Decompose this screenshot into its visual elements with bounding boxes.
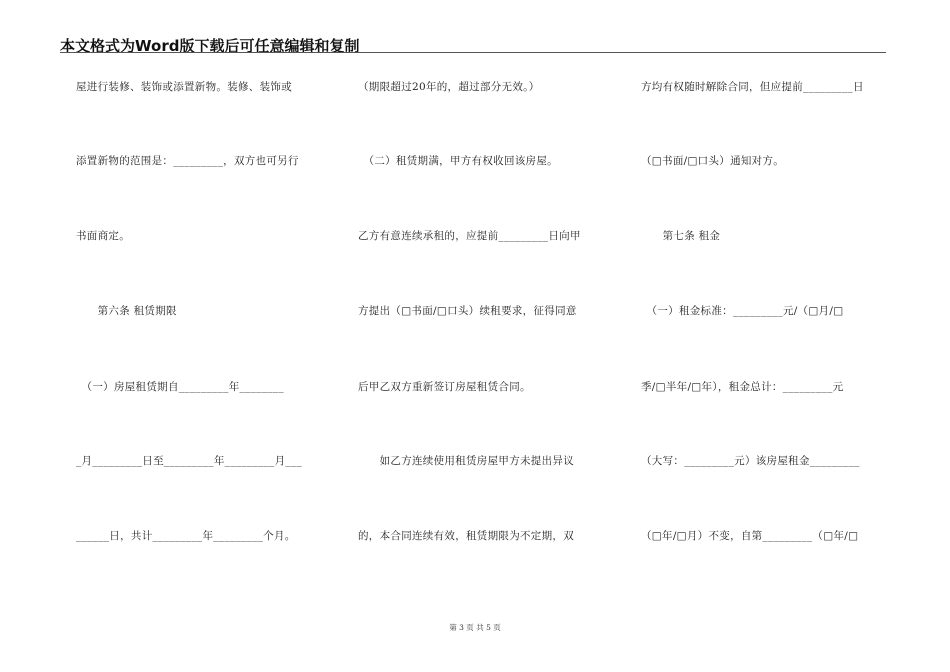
text-line: （□书面/□口头）通知对方。 xyxy=(641,155,785,167)
text-line: 书面商定。 xyxy=(76,230,130,242)
text-line: （期限超过20年的，超过部分无效。） xyxy=(358,81,540,93)
section-heading: 第六条 租赁期限 xyxy=(76,305,177,317)
text-line: （□年/□月）不变，自第_________（□年/□ xyxy=(641,530,859,542)
text-line: 乙方有意连续承租的，应提前_________日向甲 xyxy=(358,230,581,242)
text-line: _月_________日至_________年_________月___ xyxy=(76,455,303,467)
text-line: （大写：_________元）该房屋租金_________ xyxy=(641,455,860,467)
text-line: 方均有权随时解除合同，但应提前_________日 xyxy=(641,81,864,93)
text-line: 添置新物的范围是：_________，双方也可另行 xyxy=(76,155,299,167)
header-title: 本文格式为Word版下载后可任意编辑和复制 xyxy=(60,37,360,55)
text-line: 的，本合同连续有效，租赁期限为不定期，双 xyxy=(358,530,574,542)
page-number: 第 3 页 共 5 页 xyxy=(449,623,501,632)
text-line: 季/□半年/□年），租金总计：_________元 xyxy=(641,381,844,393)
text-line: （二）租赁期满，甲方有权收回该房屋。 xyxy=(358,155,558,167)
section-heading: 第七条 租金 xyxy=(641,230,721,242)
text-line: （一）房屋租赁期自_________年________ xyxy=(76,381,284,393)
text-line: 方提出（□书面/□口头）续租要求，征得同意 xyxy=(358,305,577,317)
text-line: 后甲乙双方重新签订房屋租赁合同。 xyxy=(358,381,531,393)
text-line: 屋进行装修、装饰或添置新物。装修、装饰或 xyxy=(76,81,292,93)
text-line: 如乙方连续使用租赁房屋甲方未提出异议 xyxy=(358,455,574,467)
text-line: ______日，共计_________年_________个月。 xyxy=(76,530,296,542)
text-line: （一）租金标准：_________元/（□月/□ xyxy=(641,305,844,317)
header-rule xyxy=(60,52,886,53)
